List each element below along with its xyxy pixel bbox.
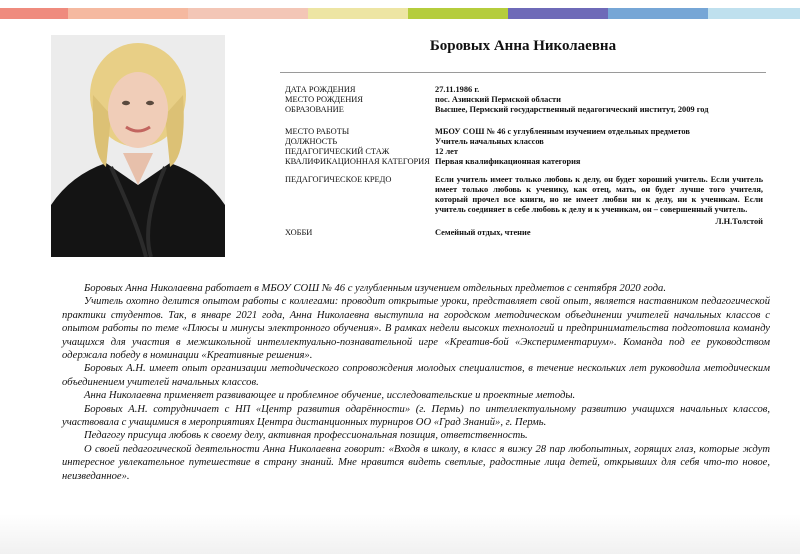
credo-block [435,175,763,227]
info-row-position [285,137,763,147]
teacher-portrait-photo [51,35,225,257]
info-value: пос. Азинский Пермской области [435,95,561,104]
stripe-segment [608,8,708,19]
info-value: Первая квалификационная категория [435,157,581,166]
info-value: 27.11.1986 г. [435,85,480,94]
decorative-bottom-band [0,514,800,554]
info-row-education [285,105,763,115]
info-row-category [285,157,763,167]
teacher-name-heading: Боровых Анна Николаевна [429,38,617,54]
info-row-credo [285,175,763,227]
stripe-segment [408,8,508,19]
decorative-color-stripe [0,8,800,19]
divider [280,72,766,73]
info-label: МЕСТО РОЖДЕНИЯ [285,95,363,104]
stripe-segment [68,8,188,19]
info-label: ХОББИ [285,228,313,237]
info-label: ПЕДАГОГИЧЕСКОЕ КРЕДО [285,175,392,184]
stripe-segment [708,8,800,19]
info-label: ОБРАЗОВАНИЕ [285,105,344,114]
info-row-experience [285,147,763,157]
bio-paragraph: Боровых Анна Николаевна работает в МБОУ СОШ № 46 с углубленным изучением отдельных предметов с сентября 2020 года. [84,283,666,294]
bio-paragraph: Анна Николаевна применяет развивающее и проблемное обучение, исследовательские и проектные методы. [84,390,576,402]
credo-quote: Если учитель имеет только любовь к делу, он будет хороший учитель. Если учитель имеет только любовь к ученику, как отец, мать, он будет лучше того учителя, который прочел все книги, но не имеет любви ни к делу, ни к ученикам. Если учитель соединяет в себе любовь к делу и к ученикам, он – совершенный учитель. [435,175,763,214]
info-value: 12 лет [435,147,458,156]
bio-paragraph: Педагогу присуща любовь к своему делу, активная профессиональная позиция, ответственность. [84,430,528,442]
bio-paragraph: Боровых А.Н. имеет опыт организации методического сопровождения молодых специалистов, в течение нескольких лет руководила методическим объединением учителей начальных классов. [62,363,770,388]
stripe-segment [188,8,308,19]
stripe-segment [0,8,68,19]
info-label: ДОЛЖНОСТЬ [285,137,338,146]
info-label: КВАЛИФИКАЦИОННАЯ КАТЕГОРИЯ [285,157,430,166]
stripe-segment [508,8,608,19]
bio-paragraph: Боровых А.Н. сотрудничает с НП «Центр развития одарённости» (г. Пермь) по интеллектуальному развитию учащихся начальных классов, участвовала с учащимися в мероприятиях Центра дистанционных турниров ОО «Град Знаний», г. Пермь. [62,403,770,429]
info-label: ДАТА РОЖДЕНИЯ [285,85,356,94]
info-value: Высшее, Пермский государственный педагогический институт, 2009 год [435,105,709,114]
info-row-birth-date [285,85,763,95]
bio-paragraph: Учитель охотно делится опытом работы с коллегами: проводит открытые уроки, представляет свой опыт, является наставником педагогической практики студентов. Так, в январе 2021 года, Анна Николаевна выступила на городском методическом объединении учителей начальных классов с опытом работы по теме «Плюсы и минусы электронного обучения». В рамках недели высоких технологий и предпринимательства подготовила команду учащихся для участия в межшкольной интеллектуально-познавательной игре «Креатив-бой «Экспериментариум». Команда под ее руководством одержала победу в номинации «Креативные решения». [62,296,770,362]
profile-info-block [285,85,763,238]
info-value: МБОУ СОШ № 46 с углубленным изучением отдельных предметов [435,127,690,136]
info-label: МЕСТО РАБОТЫ [285,127,350,136]
biography-text [62,282,770,483]
stripe-segment [308,8,408,19]
bio-paragraph: О своей педагогической деятельности Анна Николаевна говорит: «Входя в школу, в класс я вижу 28 пар любопытных, горящих глаз, которые ждут интересное увлекательное путешествие в страну знаний. Мне нравится видеть светлые, радостные лица детей, открывших для себя что-то новое, неизведанное». [62,443,770,482]
info-label: ПЕДАГОГИЧЕСКИЙ СТАЖ [285,147,390,156]
info-row-birth-place [285,95,763,105]
credo-author: Л.Н.Толстой [715,217,763,226]
info-row-hobby [285,228,763,238]
info-value: Учитель начальных классов [435,137,544,146]
info-row-workplace [285,127,763,137]
info-value: Семейный отдых, чтение [435,228,531,237]
